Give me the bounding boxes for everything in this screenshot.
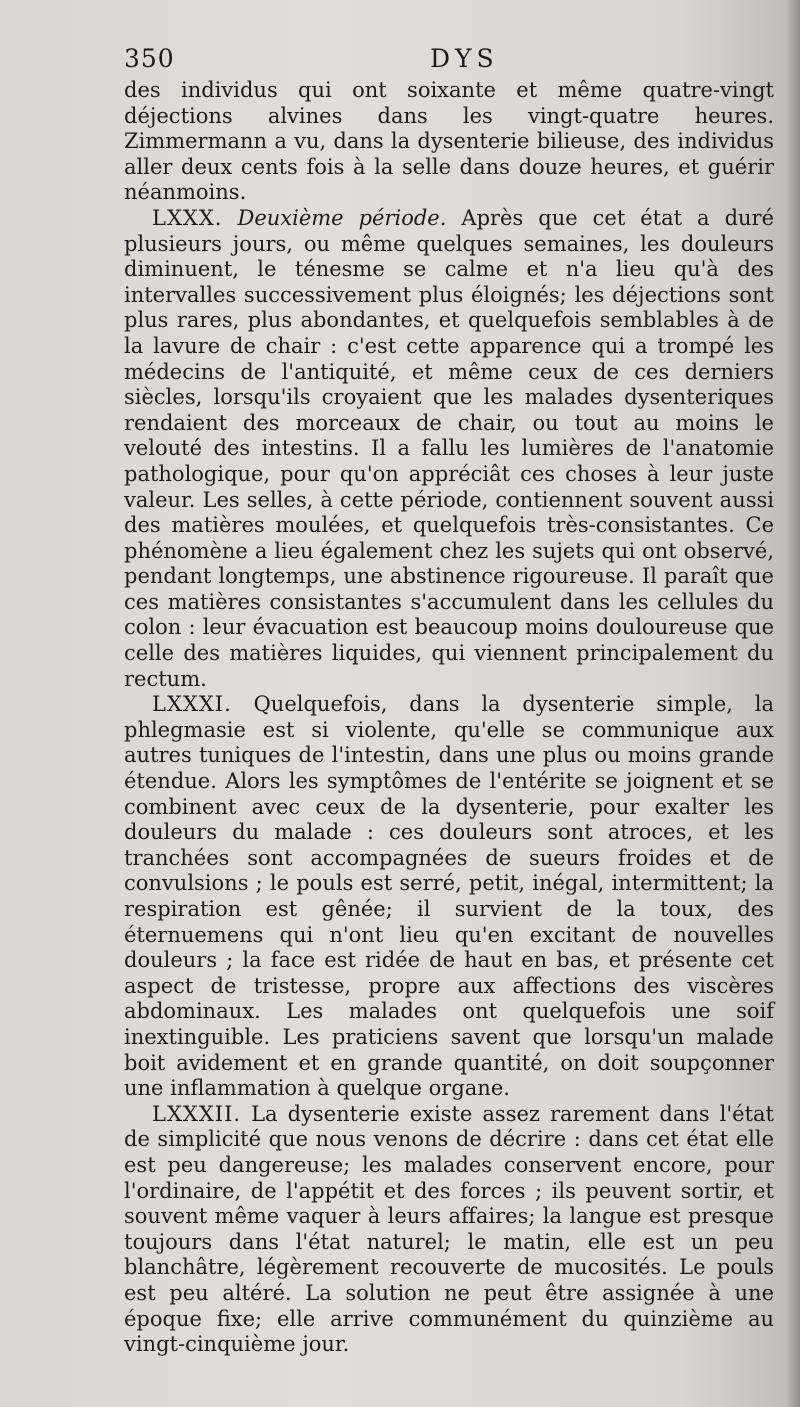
paragraph-continuation (124, 78, 774, 206)
running-head: DYS (430, 44, 499, 73)
page-header (124, 44, 784, 76)
paragraph-text: Quelquefois, dans la dysenterie simple, la phlegmasie est si violente, qu'elle se communique aux autres tuniques de l'intestin, dans une plus ou moins grande étendue. Alors les symptômes de l'entérite se joignent et se combinent avec ceux de la dysenterie, pour exalter les douleurs du malade : ces douleurs sont atroces, et les tranchées sont accompagnées de sueurs froides et de convulsions ; le pouls est serré, petit, inégal, intermittent; la respiration est gênée; il survient de la toux, des éternuemens qui n'ont lieu qu'en excitant de nouvelles douleurs ; la face est ridée de haut en bas, et présente cet aspect de tristesse, propre aux affections des viscères abdominaux. Les malades ont quelquefois une soif inextinguible. Les praticiens savent que lorsqu'un malade boit avidement et en grande quantité, on doit soupçonner une inflammation à quelque organe. (124, 692, 774, 1101)
paragraph-text: des individus qui ont soixante et même quatre-vingt déjections alvines dans les vingt-quatre heures. Zimmermann a vu, dans la dysenterie bilieuse, des individus aller deux cents fois à la selle dans douze heures, et guérir néanmoins. (124, 78, 774, 205)
paragraph-text: La dysenterie existe assez rarement dans l'état de simplicité que nous venons de décrire : dans cet état elle est peu dangereuse; les malades conservent encore, pour l'ordinaire, de l'appétit et des forces ; ils peuvent sortir, et souvent même vaquer à leurs affaires; la langue est presque toujours dans l'état naturel; le matin, elle est un peu blanchâtre, légèrement recouverte de mucosités. Le pouls est peu altéré. La solution ne peut être assignée à une époque fixe; elle arrive communément du quinzième au vingt-cinquième jour. (124, 1101, 774, 1357)
paragraph-number: LXXX. (152, 205, 223, 230)
paragraph-lxxxii (124, 1102, 774, 1358)
paragraph-text: Après que cet état a duré plusieurs jours, ou même quelques semaines, les douleurs diminuent, le ténesme se calme et n'a lieu qu'à des intervalles successivement plus éloignés; les déjections sont plus rares, plus abondantes, et quelquefois semblables à de la lavure de chair : c'est cette apparence qui a trompé les médecins de l'antiquité, et même ceux de ces derniers siècles, lorsqu'ils croyaient que les malades dysenteriques rendaient des morceaux de chair, ou tout au moins le velouté des intestins. Il a fallu les lumières de l'anatomie pathologique, pour qu'on appréciât ces choses à leur juste valeur. Les selles, à cette période, contiennent souvent aussi des matières moulées, et quelquefois très-consistantes. Ce phénomène a lieu également chez les sujets qui ont observé, pendant longtemps, une abstinence rigoureuse. Il paraît que ces matières consistantes s'accumulent dans les cellules du colon : leur évacuation est beaucoup moins douloureuse que celle des matières liquides, qui viennent principalement du rectum. (124, 205, 774, 691)
paragraph-number: LXXXII. (152, 1101, 242, 1126)
paragraph-lxxxi (124, 692, 774, 1102)
paragraph-heading: Deuxième période. (237, 205, 447, 230)
page-number: 350 (124, 44, 175, 73)
paragraph-number: LXXXI. (152, 692, 232, 717)
paragraph-lxxx (124, 206, 774, 692)
body-text (124, 78, 774, 1358)
